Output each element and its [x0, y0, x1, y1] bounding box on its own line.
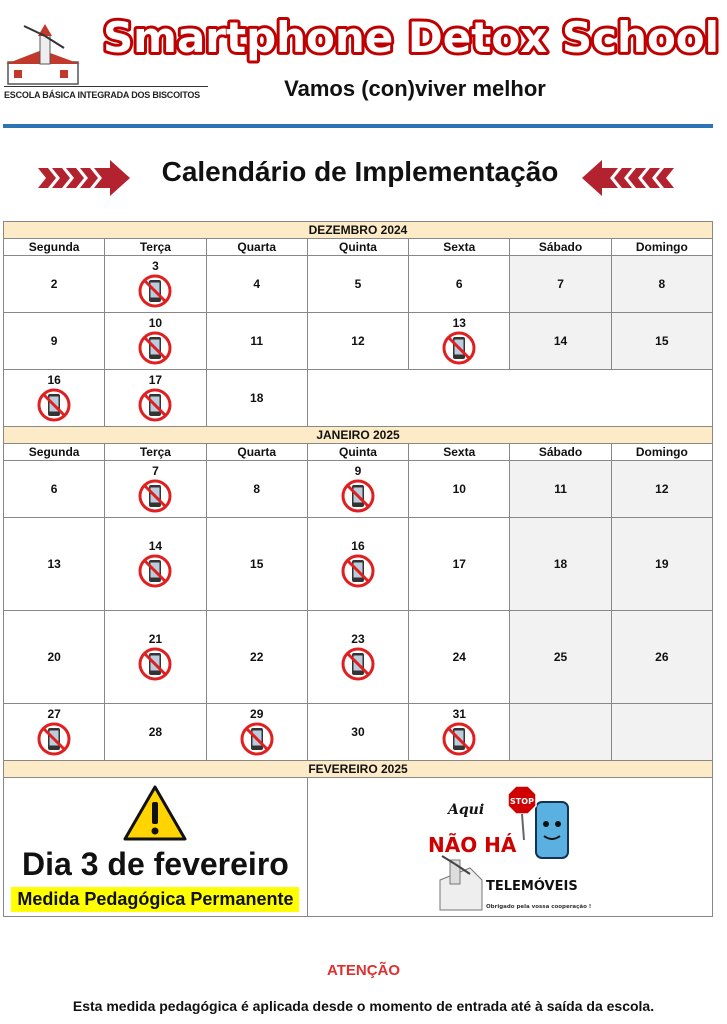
calendar-day	[307, 256, 408, 313]
weekday-header: Domingo	[611, 239, 712, 256]
footer-note: Esta medida pedagógica é aplicada desde o momento de entrada até à saída da escola.	[72, 998, 655, 1014]
day-number: 7	[557, 277, 564, 291]
phone-mascot-icon	[536, 802, 568, 858]
day-number: 15	[655, 334, 669, 348]
calendar-day	[409, 518, 510, 611]
svg-text:NÃO HÁ: NÃO HÁ	[427, 833, 517, 857]
divider	[3, 124, 713, 128]
day-number: 30	[351, 725, 365, 739]
day-number: 6	[455, 277, 463, 291]
calendar-day	[307, 313, 408, 370]
calendar-day	[206, 313, 307, 370]
no-phone-icon	[441, 330, 477, 366]
calendar-day	[105, 611, 206, 704]
svg-text:Smartphone Detox School: Smartphone Detox School	[102, 13, 720, 62]
weekday-header: Sábado	[510, 239, 611, 256]
calendar-day	[611, 704, 712, 761]
calendar-day	[206, 518, 307, 611]
weekday-header: Segunda	[4, 239, 105, 256]
calendar-day	[206, 256, 307, 313]
calendar-day	[105, 518, 206, 611]
calendar-day	[409, 704, 510, 761]
no-phone-icon	[441, 721, 477, 757]
calendar-day	[4, 518, 105, 611]
day-number: 11	[554, 482, 567, 496]
calendar-day	[510, 313, 611, 370]
no-phone-icon	[340, 646, 376, 682]
day-number: 13	[47, 557, 61, 571]
weekday-header: Terça	[105, 239, 206, 256]
day-number: 13	[452, 316, 466, 330]
calendar-day	[4, 611, 105, 704]
day-number: 7	[152, 464, 159, 478]
svg-text:Obrigado pela vossa cooperação: Obrigado pela vossa cooperação !	[485, 904, 592, 910]
day-number: 2	[50, 277, 58, 291]
windmill-logo-icon	[4, 22, 94, 86]
attention-label: ATENÇÃO	[326, 962, 401, 979]
day-number: 5	[354, 277, 362, 291]
no-phone-icon	[340, 478, 376, 514]
calendar-day	[206, 611, 307, 704]
calendar-day	[4, 704, 105, 761]
calendar-title: Calendário de Implementação	[161, 156, 559, 187]
calendar-day	[307, 518, 408, 611]
no-phone-icon	[137, 646, 173, 682]
calendar-day	[105, 313, 206, 370]
day-number: 12	[351, 334, 365, 348]
day-number: 10	[452, 482, 466, 496]
calendar-day	[510, 704, 611, 761]
weekday-header: Segunda	[4, 444, 105, 461]
month-header: JANEIRO 2025	[4, 427, 713, 444]
calendar-day	[206, 704, 307, 761]
weekday-header: Sábado	[510, 444, 611, 461]
calendar-day	[206, 461, 307, 518]
calendar-day	[409, 611, 510, 704]
calendar-day	[4, 313, 105, 370]
no-phones-poster	[307, 778, 712, 917]
calendar-day	[4, 461, 105, 518]
calendar-day	[105, 461, 206, 518]
calendar-day	[4, 256, 105, 313]
calendar-day	[611, 256, 712, 313]
day-number: 17	[148, 373, 163, 387]
day-number: 21	[148, 632, 163, 646]
no-phone-icon	[137, 387, 173, 423]
day-number: 23	[351, 632, 365, 646]
day-number: 26	[655, 650, 669, 664]
poster-image	[420, 780, 600, 916]
no-phone-icon	[137, 478, 173, 514]
calendar-day	[510, 256, 611, 313]
no-phone-icon	[137, 273, 173, 309]
day-number: 31	[452, 707, 466, 721]
start-date: Dia 3 de fevereiro	[22, 846, 289, 882]
no-phone-icon	[36, 721, 72, 757]
weekday-header: Quinta	[307, 239, 408, 256]
subtitle: Vamos (con)viver melhor	[284, 76, 546, 101]
calendar-day	[611, 313, 712, 370]
main-title	[100, 4, 722, 66]
permanent-measure-label: Medida Pedagógica Permanente	[11, 887, 299, 912]
calendar-day	[307, 611, 408, 704]
february-notice	[4, 778, 308, 917]
weekday-header: Quarta	[206, 444, 307, 461]
day-number: 9	[50, 334, 58, 348]
day-number: 15	[250, 557, 264, 571]
month-header: FEVEREIRO 2025	[4, 761, 713, 778]
warning-icon	[122, 784, 188, 842]
svg-text:TELEMÓVEIS: TELEMÓVEIS	[485, 879, 578, 894]
day-number: 14	[148, 539, 163, 553]
day-number: 3	[152, 259, 159, 273]
day-number: 19	[655, 557, 669, 571]
calendar-day	[105, 256, 206, 313]
calendar-day	[510, 461, 611, 518]
logo-underline	[4, 86, 208, 87]
day-number: 8	[253, 482, 261, 496]
calendar-day	[105, 370, 206, 427]
day-number: 18	[553, 557, 568, 571]
day-number: 8	[658, 277, 666, 291]
calendar-day	[4, 370, 105, 427]
school-name: ESCOLA BÁSICA INTEGRADA DOS BISCOITOS	[4, 90, 200, 100]
day-number: 16	[47, 373, 61, 387]
calendar-day	[307, 704, 408, 761]
day-number: 4	[253, 277, 261, 291]
day-number: 27	[47, 707, 61, 721]
day-number: 11	[250, 334, 264, 348]
calendar-day	[409, 256, 510, 313]
day-number: 22	[250, 650, 264, 664]
weekday-header: Sexta	[409, 444, 510, 461]
no-phone-icon	[340, 553, 376, 589]
calendar-day	[510, 518, 611, 611]
calendar-day	[611, 611, 712, 704]
calendar-day	[611, 518, 712, 611]
weekday-header: Quinta	[307, 444, 408, 461]
day-number: 25	[553, 650, 568, 664]
day-number: 24	[452, 650, 466, 664]
day-number: 18	[250, 391, 264, 405]
no-phone-icon	[137, 330, 173, 366]
day-number: 28	[148, 725, 163, 739]
no-phone-icon	[36, 387, 72, 423]
day-number: 14	[553, 334, 568, 348]
day-number: 29	[250, 707, 264, 721]
calendar-day	[409, 461, 510, 518]
implementation-calendar	[3, 221, 713, 917]
weekday-header: Sexta	[409, 239, 510, 256]
calendar-day	[611, 461, 712, 518]
weekday-header: Terça	[105, 444, 206, 461]
empty-cell	[307, 370, 712, 427]
calendar-day	[510, 611, 611, 704]
month-header: DEZEMBRO 2024	[4, 222, 713, 239]
calendar-day	[409, 313, 510, 370]
day-number: 17	[452, 557, 466, 571]
svg-text:Aqui: Aqui	[447, 802, 485, 818]
no-phone-icon	[239, 721, 275, 757]
calendar-day	[206, 370, 307, 427]
weekday-header: Quarta	[206, 239, 307, 256]
no-phone-icon	[137, 553, 173, 589]
arrow-left-icon	[582, 158, 674, 198]
calendar-day	[307, 461, 408, 518]
calendar-day	[105, 704, 206, 761]
day-number: 10	[148, 316, 163, 330]
day-number: 9	[354, 464, 362, 478]
day-number: 12	[655, 482, 669, 496]
day-number: 20	[47, 650, 61, 664]
arrow-right-icon	[38, 158, 130, 198]
page-header	[0, 0, 727, 130]
weekday-header: Domingo	[611, 444, 712, 461]
day-number: 16	[351, 539, 365, 553]
svg-text:STOP: STOP	[509, 797, 534, 806]
day-number: 6	[50, 482, 58, 496]
